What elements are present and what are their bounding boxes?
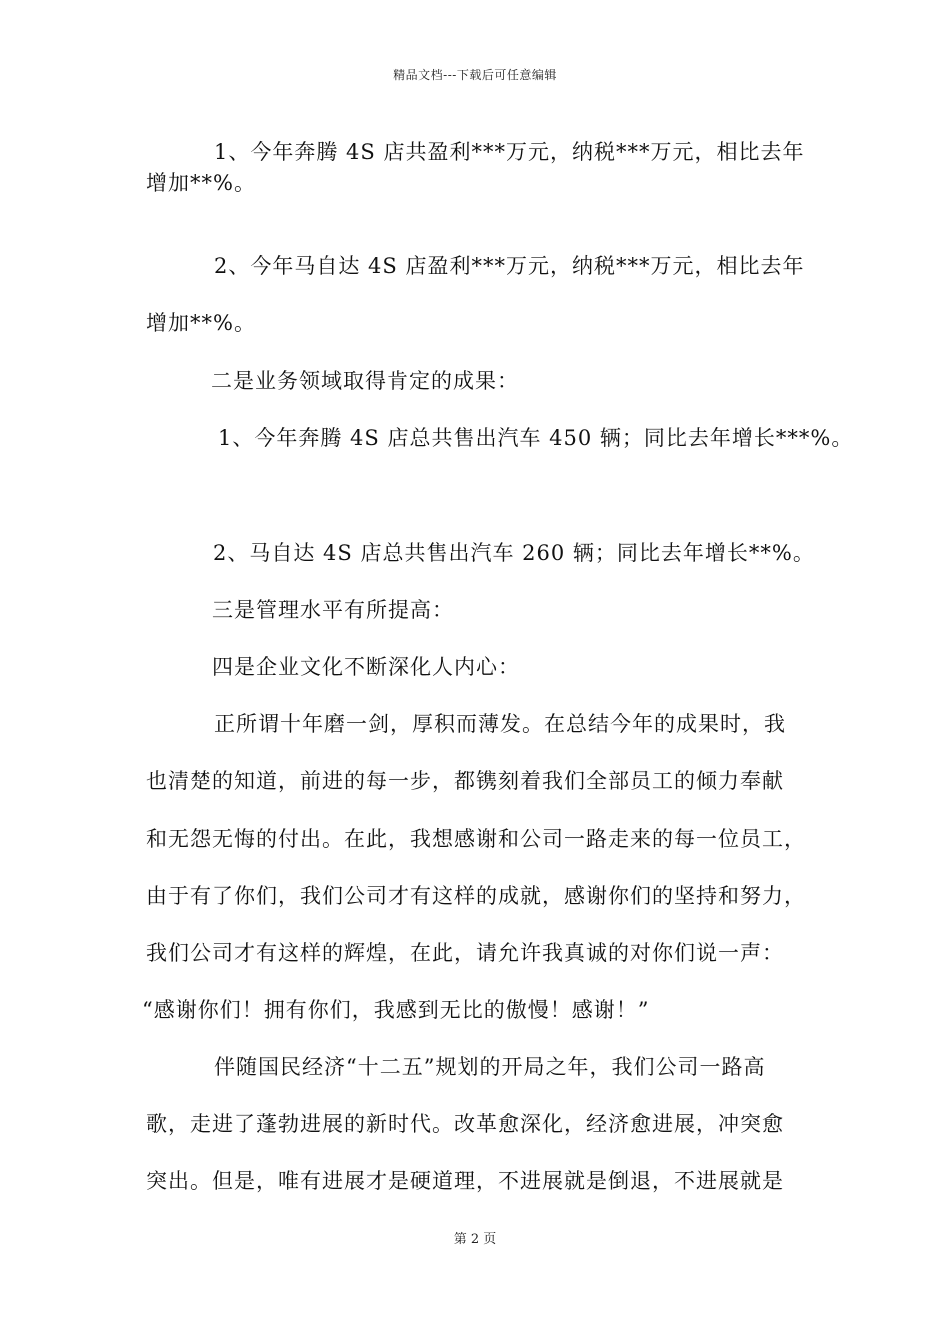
body-line-10: 正所谓十年磨一剑，厚积而薄发。在总结今年的成果时，我 <box>214 712 786 736</box>
body-line-2: 增加**%。 <box>146 171 256 195</box>
body-line-17: 歌，走进了蓬勃进展的新时代。改革愈深化，经济愈进展，冲突愈 <box>146 1112 784 1136</box>
body-line-3: 2、今年马自达 4S 店盈利***万元，纳税***万元，相比去年 <box>214 254 805 278</box>
page-header: 精品文档---下载后可任意编辑 <box>393 68 557 82</box>
body-line-11: 也清楚的知道，前进的每一步，都镌刻着我们全部员工的倾力奉献 <box>146 769 784 793</box>
body-line-8: 三是管理水平有所提高： <box>212 598 454 622</box>
body-line-15: “感谢你们！拥有你们，我感到无比的傲慢！感谢！” <box>142 998 650 1022</box>
body-line-18: 突出。但是，唯有进展才是硬道理，不进展就是倒退，不进展就是 <box>146 1169 784 1193</box>
body-line-12: 和无怨无悔的付出。在此，我想感谢和公司一路走来的每一位员工， <box>146 827 806 851</box>
body-line-6: 1、今年奔腾 4S 店总共售出汽车 450 辆；同比去年增长***%。 <box>218 426 854 450</box>
body-line-13: 由于有了你们，我们公司才有这样的成就，感谢你们的坚持和努力， <box>146 884 806 908</box>
body-line-14: 我们公司才有这样的辉煌，在此，请允许我真诚的对你们说一声： <box>146 941 784 965</box>
body-line-4: 增加**%。 <box>146 311 256 335</box>
body-line-16: 伴随国民经济“十二五”规划的开局之年，我们公司一路高 <box>214 1055 766 1079</box>
body-line-9: 四是企业文化不断深化人内心： <box>212 655 520 679</box>
page-number: 第 2 页 <box>453 1232 497 1247</box>
body-line-7: 2、马自达 4S 店总共售出汽车 260 辆；同比去年增长**%。 <box>213 541 815 565</box>
body-line-5: 二是业务领域取得肯定的成果： <box>211 369 519 393</box>
body-line-1: 1、今年奔腾 4S 店共盈利***万元，纳税***万元，相比去年 <box>214 140 805 164</box>
